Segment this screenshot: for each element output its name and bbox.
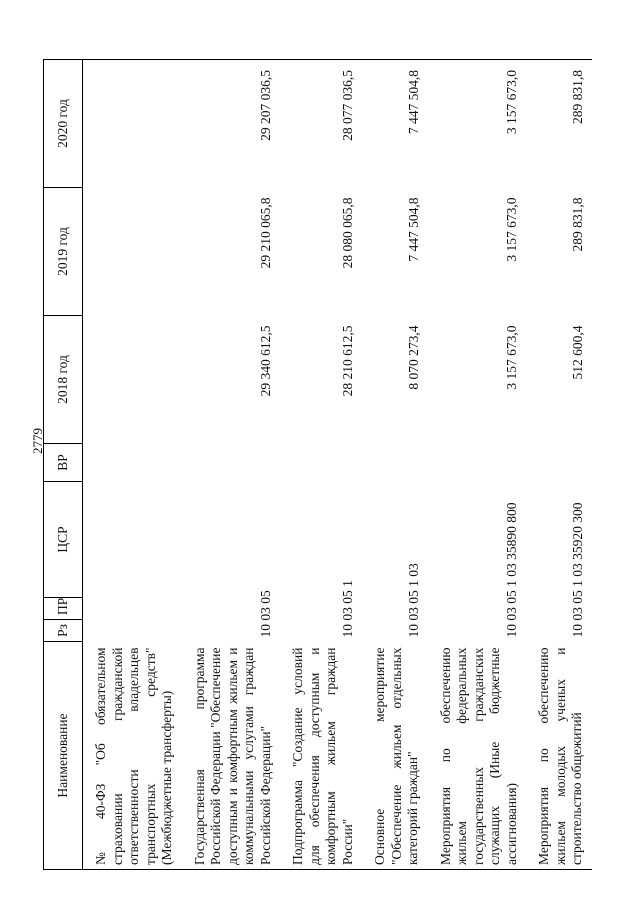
row-2018: 512 600,4: [569, 325, 585, 380]
row-2018: 29 340 612,5: [258, 325, 273, 397]
row-2019: 3 157 673,0: [504, 197, 519, 262]
table-row: [428, 60, 527, 870]
budget-table: [43, 59, 592, 870]
header-csr: ЦСР: [44, 482, 83, 598]
row-2020: 28 077 036,5: [280, 60, 362, 188]
table-row: [280, 60, 362, 870]
row-codes: 10 03 05 1 03: [405, 563, 421, 638]
row-2018: [83, 316, 182, 444]
row-2020: [83, 60, 182, 188]
header-2020: 2020 год: [44, 60, 83, 188]
row-name: Мероприятия по обеспечению жильем федеральных государственных гражданских служащих (Иные бюджетные ассигнования): [428, 642, 527, 870]
row-2019: 29 210 065,8: [258, 197, 273, 269]
header-2019: 2019 год: [44, 188, 83, 316]
row-2020: 289 831,8: [526, 60, 592, 188]
table-row: [182, 60, 281, 870]
row-2019: [83, 188, 182, 316]
table-row: [526, 60, 592, 870]
header-pr: ПР: [44, 598, 83, 620]
row-codes: 10 03 05 1 03 35920 300: [569, 502, 585, 638]
header-rz: Рз: [44, 620, 83, 642]
row-codes: [83, 444, 182, 642]
row-name: Подпрограмма "Создание условий для обеспечения доступным и комфортным жильем граждан России": [280, 642, 362, 870]
row-2020: 7 447 504,8: [362, 60, 428, 188]
table-header-row: [44, 60, 83, 870]
row-name: Основное мероприятие "Обеспечение жильем отдельных категорий граждан": [362, 642, 428, 870]
page-number: 2779: [30, 428, 45, 454]
table-row: [83, 60, 182, 870]
row-codes: 10 03 05 1: [340, 580, 355, 638]
rotated-budget-table: [43, 60, 613, 870]
row-name: Государственная программа Российской Федерации "Обеспечение доступным и комфортным жильем и коммунальными услугами граждан Российской Федерации": [182, 642, 281, 870]
table-row: [362, 60, 428, 870]
row-2020: 29 207 036,5: [182, 60, 281, 188]
header-2018: 2018 год: [44, 316, 83, 444]
row-name: Мероприятия по обеспечению жильем молодых ученых и строительство общежитий: [526, 642, 592, 870]
row-name: № 40-ФЗ "Об обязательном страховании гражданской ответственности владельцев транспортных средств" (Межбюджетные трансферты): [83, 642, 182, 870]
row-codes: 10 03 05 1 03 35890 800: [504, 502, 519, 638]
row-2018: 3 157 673,0: [504, 325, 519, 390]
row-2020: 3 157 673,0: [428, 60, 527, 188]
row-2019: 28 080 065,8: [340, 197, 355, 269]
row-2018: 8 070 273,4: [405, 325, 421, 390]
header-name: Наименование: [44, 642, 83, 870]
row-2018: 28 210 612,5: [340, 325, 355, 397]
row-2019: 289 831,8: [569, 197, 585, 252]
row-2019: 7 447 504,8: [405, 197, 421, 262]
header-vr: ВР: [44, 444, 83, 482]
row-codes: 10 03 05: [258, 590, 273, 638]
